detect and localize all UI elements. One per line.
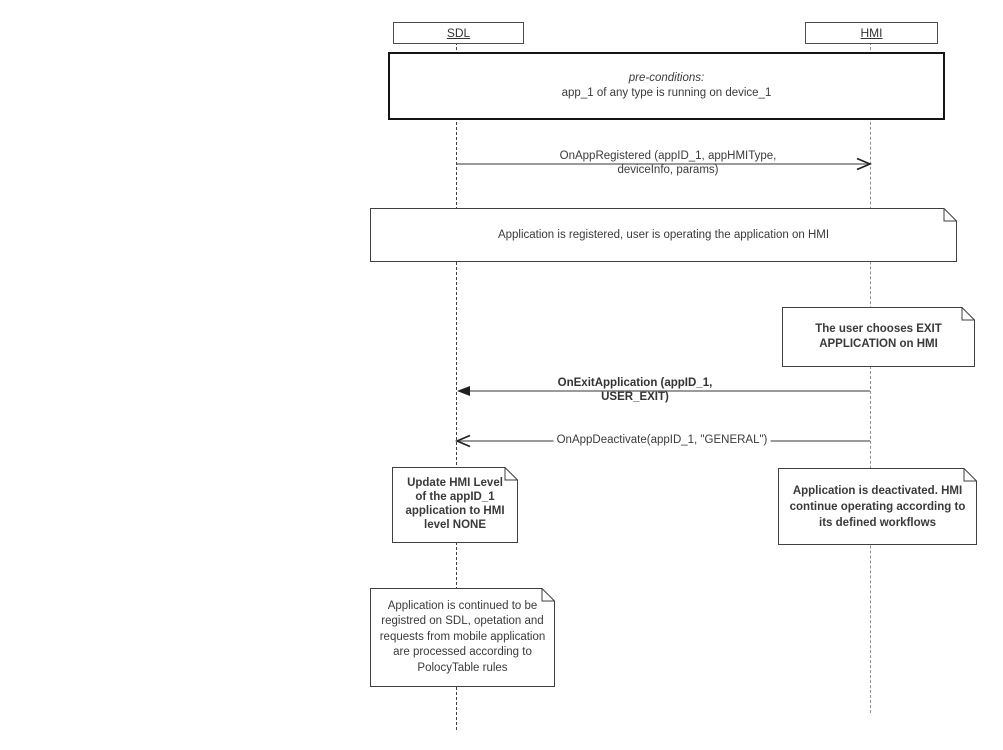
note-text: Update HMI Level of the appID_1 application to HMI level NONE xyxy=(405,477,505,531)
note-update-hmi-level xyxy=(392,467,518,543)
message-label-on-app-registered xyxy=(468,150,868,177)
message-label-line1: OnExitApplication (appID_1, xyxy=(557,377,713,389)
message-label-line2: USER_EXIT) xyxy=(601,390,669,403)
actor-sdl xyxy=(393,22,524,44)
precondition-title: pre-conditions: xyxy=(628,72,705,84)
note-text: The user chooses EXIT APPLICATION on HMI xyxy=(815,323,942,350)
message-label-on-app-deactivate: OnAppDeactivate(appID_1, "GENERAL") xyxy=(554,434,771,448)
message-label-line1: OnAppRegistered (appID_1, appHMIType, xyxy=(559,150,777,162)
actor-hmi-label: HMI xyxy=(860,26,883,40)
actor-hmi xyxy=(805,22,938,44)
note-text: Application is registered, user is operating the application on HMI xyxy=(497,228,830,241)
note-application-continued xyxy=(370,588,555,687)
message-label-on-exit-application xyxy=(435,377,835,404)
precondition-box xyxy=(388,52,945,120)
precondition-body: app_1 of any type is running on device_1 xyxy=(561,87,772,99)
message-label-line2: deviceInfo, params) xyxy=(617,163,719,176)
lifeline-hmi xyxy=(870,42,871,713)
note-application-deactivated xyxy=(778,468,977,545)
note-user-chooses-exit xyxy=(782,307,975,367)
note-text: Application is continued to be registred on SDL, opetation and requests from mobile application are processed according to PolocyTable rules xyxy=(379,599,546,674)
note-text: Application is deactivated. HMI continue operating according to its defined workflows xyxy=(789,484,966,529)
actor-sdl-label: SDL xyxy=(446,26,471,40)
note-application-registered xyxy=(370,208,957,262)
